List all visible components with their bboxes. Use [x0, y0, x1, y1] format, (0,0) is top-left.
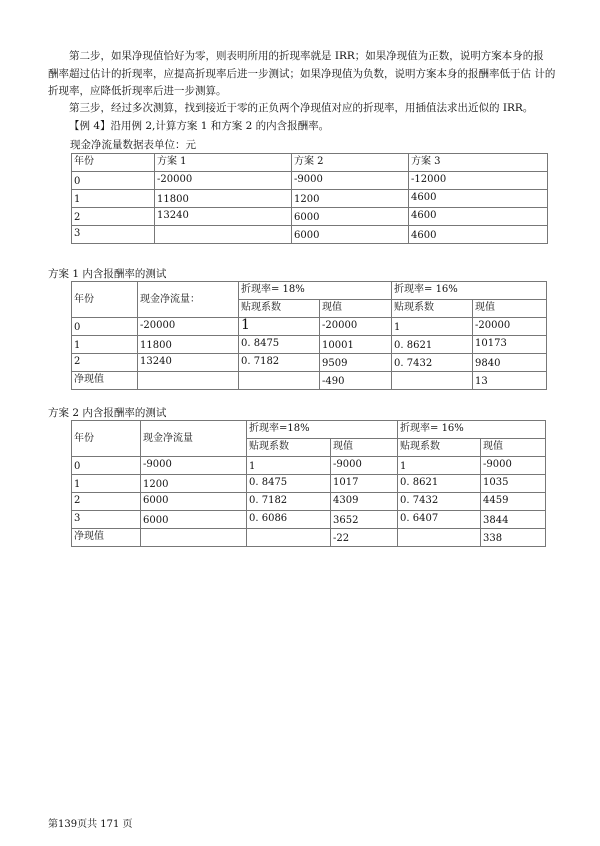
- table-cell: 1200: [292, 190, 409, 208]
- table-cell: [138, 372, 239, 390]
- header-factor: 贴现系数: [398, 439, 481, 457]
- header-year: 年份: [72, 421, 141, 457]
- table-cell: -12000: [409, 172, 548, 190]
- table-cell: 9840: [473, 354, 547, 372]
- table-cell: 3652: [331, 511, 398, 529]
- table-row: [72, 190, 548, 208]
- table-cell: 3844: [481, 511, 546, 529]
- table-row: [72, 336, 547, 354]
- header-factor: 贴现系数: [247, 439, 331, 457]
- table3-caption: 方案 2 内含报酬率的测试: [48, 407, 167, 419]
- header-pv: 现值: [320, 300, 392, 318]
- table-cell: 338: [481, 529, 546, 547]
- header-cashflow: 现金净流量: [141, 421, 247, 457]
- table-cell: -9000: [481, 457, 546, 475]
- table-cell: [398, 529, 481, 547]
- table-cell: 10001: [320, 336, 392, 354]
- table-cell: 0: [72, 172, 155, 190]
- table-cell: 2: [72, 208, 155, 226]
- table-row: [72, 172, 548, 190]
- table-cell: -9000: [141, 457, 247, 475]
- header-rate-18: 折现率=18%: [247, 421, 398, 439]
- table-cell: 0. 8621: [398, 475, 481, 493]
- table-cell: 1: [72, 336, 138, 354]
- table-cell: 3: [72, 226, 155, 244]
- table-cell: 0. 6407: [398, 511, 481, 529]
- table-header-row: [72, 282, 547, 300]
- table-cell: -22: [331, 529, 398, 547]
- header-rate-16: 折现率= 16%: [392, 282, 547, 300]
- table-cell: -490: [320, 372, 392, 390]
- table-row: [72, 457, 546, 475]
- table-cell: 6000: [141, 493, 247, 511]
- header-pv: 现值: [481, 439, 546, 457]
- table-row: [72, 372, 547, 390]
- table-cell: -20000: [155, 172, 292, 190]
- header-factor: 贴现系数: [239, 300, 320, 318]
- table-cell: 4309: [331, 493, 398, 511]
- table-cell: 0: [72, 457, 141, 475]
- table-cell: -20000: [138, 318, 239, 336]
- table-cell: 0: [72, 318, 138, 336]
- table-cell: 9509: [320, 354, 392, 372]
- paragraph-step-two: 第二步，如果净现值恰好为零，则表明所用的折现率就是 IRR；如果净现值为正数，说明方案本身的报 酬率超过估计的折现率，应提高折现率后进一步测试；如果净现值为负数，说明方案本身的报酬率低于估 计的折现率，应降低折现率后进一步测算。: [48, 50, 556, 97]
- header-year: 年份: [72, 282, 138, 318]
- table-cell: 6000: [141, 511, 247, 529]
- header-cell: 年份: [72, 154, 155, 172]
- header-cashflow: 现金净流量：: [138, 282, 239, 318]
- table-cell: 4459: [481, 493, 546, 511]
- table-cell: 3: [72, 511, 141, 529]
- page-footer: 第139页共 171 页: [48, 819, 133, 830]
- header-rate-16: 折现率= 16%: [398, 421, 546, 439]
- table-cell: 2: [72, 493, 141, 511]
- header-cell: 方案 1: [155, 154, 292, 172]
- table-cell: 净现值: [72, 372, 138, 390]
- table-cell: -9000: [292, 172, 409, 190]
- table-cell: 4600: [409, 190, 548, 208]
- table-cell: 1: [247, 457, 331, 475]
- table-cell: [155, 226, 292, 244]
- table-cell: 13240: [155, 208, 292, 226]
- table-cell: 0. 7432: [392, 354, 473, 372]
- table-cell: 0. 8475: [239, 336, 320, 354]
- table-cell: 1200: [141, 475, 247, 493]
- table-cell: 13240: [138, 354, 239, 372]
- table-cell: -20000: [473, 318, 547, 336]
- table2-caption: 方案 1 内含报酬率的测试: [48, 268, 167, 280]
- table-row: [72, 511, 546, 529]
- irr-test-table-plan1: [71, 281, 547, 390]
- table-cell: 4600: [409, 226, 548, 244]
- table-row: [72, 318, 547, 336]
- table-cell: 1035: [481, 475, 546, 493]
- header-factor: 贴现系数: [392, 300, 473, 318]
- header-cell: 方案 3: [409, 154, 548, 172]
- table-cell: 2: [72, 354, 138, 372]
- table-cell: -9000: [331, 457, 398, 475]
- table-cell: 10173: [473, 336, 547, 354]
- table-row: [72, 475, 546, 493]
- table-header-row: [72, 421, 546, 439]
- paragraph-example-4: 【例 4】沿用例 2,计算方案 1 和方案 2 的内含报酬率。: [69, 120, 330, 132]
- paragraph-step-three: 第三步，经过多次测算，找到接近于零的正负两个净现值对应的折现率，用插值法求出近似的 IRR。: [69, 102, 534, 114]
- header-cell: 方案 2: [292, 154, 409, 172]
- table-cell: 1: [392, 318, 473, 336]
- table-row: [72, 354, 547, 372]
- table-header-row: [72, 154, 548, 172]
- table1-caption: 现金净流量数据表单位：元: [70, 139, 196, 151]
- table-cell: [392, 372, 473, 390]
- table-row: [72, 208, 548, 226]
- table-cell: 13: [473, 372, 547, 390]
- header-pv: 现值: [473, 300, 547, 318]
- table-cell: 11800: [155, 190, 292, 208]
- table-cell: 1: [72, 190, 155, 208]
- header-pv: 现值: [331, 439, 398, 457]
- table-row: [72, 529, 546, 547]
- table-cell: 1: [239, 318, 320, 336]
- table-cell: 6000: [292, 208, 409, 226]
- cashflow-table: [71, 153, 548, 244]
- table-row: [72, 226, 548, 244]
- irr-test-table-plan2: [71, 420, 546, 547]
- table-cell: 0. 7182: [247, 493, 331, 511]
- table-cell: 6000: [292, 226, 409, 244]
- table-cell: 0. 8475: [247, 475, 331, 493]
- table-cell: 0. 8621: [392, 336, 473, 354]
- table-cell: [141, 529, 247, 547]
- table-cell: 1: [398, 457, 481, 475]
- table-cell: 11800: [138, 336, 239, 354]
- table-cell: 净现值: [72, 529, 141, 547]
- table-cell: -20000: [320, 318, 392, 336]
- table-cell: [239, 372, 320, 390]
- table-cell: 0. 7182: [239, 354, 320, 372]
- table-row: [72, 493, 546, 511]
- table-cell: 4600: [409, 208, 548, 226]
- header-rate-18: 折现率= 18%: [239, 282, 392, 300]
- table-cell: 1: [72, 475, 141, 493]
- table-cell: 0. 6086: [247, 511, 331, 529]
- table-cell: [247, 529, 331, 547]
- table-cell: 0. 7432: [398, 493, 481, 511]
- table-cell: 1017: [331, 475, 398, 493]
